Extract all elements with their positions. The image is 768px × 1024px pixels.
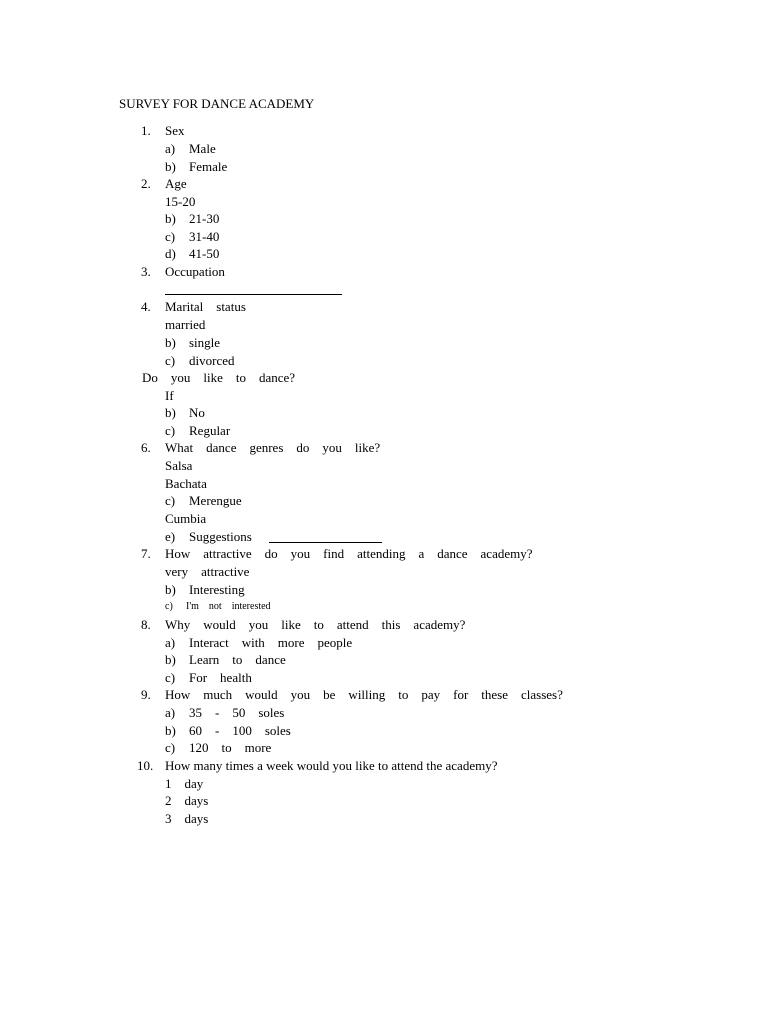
q5-option-b-letter: b) [165, 405, 176, 420]
q2-option-d-letter: d) [165, 246, 176, 261]
q2-option-b-letter: b) [165, 211, 176, 226]
q1-option-a: Male [189, 141, 216, 156]
q5-option-plain: If [165, 388, 174, 403]
q8-option-c: For health [189, 670, 252, 685]
q6-option-cumbia: Cumbia [165, 511, 207, 526]
q5-option-c-letter: c) [165, 423, 176, 438]
q6-suggestions-blank[interactable] [269, 529, 382, 547]
q2-option-d: 41-50 [189, 246, 220, 261]
q7-text: How attractive do you find attending a dance academy? [165, 546, 533, 561]
q4-text: Marital status [165, 299, 246, 314]
q4-option-plain: married [165, 317, 206, 332]
q4-number: 4. [141, 299, 151, 314]
q4-option-c-letter: c) [165, 353, 176, 368]
q4-option-b: single [189, 335, 221, 350]
q10-option-1: 1 day [165, 776, 204, 791]
q9-option-a-letter: a) [165, 705, 176, 720]
q2-option-c: 31-40 [189, 229, 220, 244]
q9-number: 9. [141, 687, 151, 702]
q1-number: 1. [141, 123, 151, 138]
q10-option-2: 2 days [165, 793, 209, 808]
q2-text: Age [165, 176, 187, 191]
q6-number: 6. [141, 440, 151, 455]
q5-text: Do you like to dance? [142, 370, 296, 385]
q5-option-b: No [189, 405, 205, 420]
q4-option-c: divorced [189, 353, 235, 368]
q9-text: How much would you be willing to pay for these classes? [165, 687, 563, 702]
q9-option-b-letter: b) [165, 723, 176, 738]
q1-option-b-letter: b) [165, 159, 176, 174]
q3-answer-blank[interactable] [165, 280, 342, 299]
q7-option-b-letter: b) [165, 582, 176, 597]
q1-option-a-letter: a) [165, 141, 176, 156]
q2-option-plain: 15-20 [165, 194, 196, 209]
q6-text: What dance genres do you like? [165, 440, 381, 455]
q7-option-plain: very attractive [165, 564, 250, 579]
q10-text: How many times a week would you like to attend the academy? [165, 758, 498, 773]
q9-option-b: 60 - 100 soles [189, 723, 291, 738]
q7-option-c: I'm not interested [186, 601, 271, 612]
q10-option-3: 3 days [165, 811, 209, 826]
q6-option-e-letter: e) [165, 529, 176, 544]
q6-option-bachata: Bachata [165, 476, 207, 491]
q2-option-c-letter: c) [165, 229, 176, 244]
q9-option-c: 120 to more [189, 740, 272, 755]
q3-number: 3. [141, 264, 151, 279]
q8-option-b-letter: b) [165, 652, 176, 667]
q8-option-a-letter: a) [165, 635, 176, 650]
q3-text: Occupation [165, 264, 225, 279]
q1-text: Sex [165, 123, 185, 138]
q6-option-c-letter: c) [165, 493, 176, 508]
q5-option-c: Regular [189, 423, 231, 438]
q6-option-e: Suggestions [189, 529, 252, 544]
q8-option-c-letter: c) [165, 670, 176, 685]
q2-option-b: 21-30 [189, 211, 220, 226]
survey-title: SURVEY FOR DANCE ACADEMY [119, 96, 315, 111]
q4-option-b-letter: b) [165, 335, 176, 350]
q7-option-b: Interesting [189, 582, 245, 597]
q1-option-b: Female [189, 159, 228, 174]
q6-option-salsa: Salsa [165, 458, 193, 473]
q6-option-c: Merengue [189, 493, 242, 508]
q7-option-c-letter: c) [165, 601, 173, 612]
q8-number: 8. [141, 617, 151, 632]
q8-option-a: Interact with more people [189, 635, 353, 650]
q8-text: Why would you like to attend this academy? [165, 617, 466, 632]
q8-option-b: Learn to dance [189, 652, 286, 667]
q10-number: 10. [137, 758, 154, 773]
q9-option-a: 35 - 50 soles [189, 705, 285, 720]
q7-number: 7. [141, 546, 151, 561]
q9-option-c-letter: c) [165, 740, 176, 755]
q2-number: 2. [141, 176, 151, 191]
